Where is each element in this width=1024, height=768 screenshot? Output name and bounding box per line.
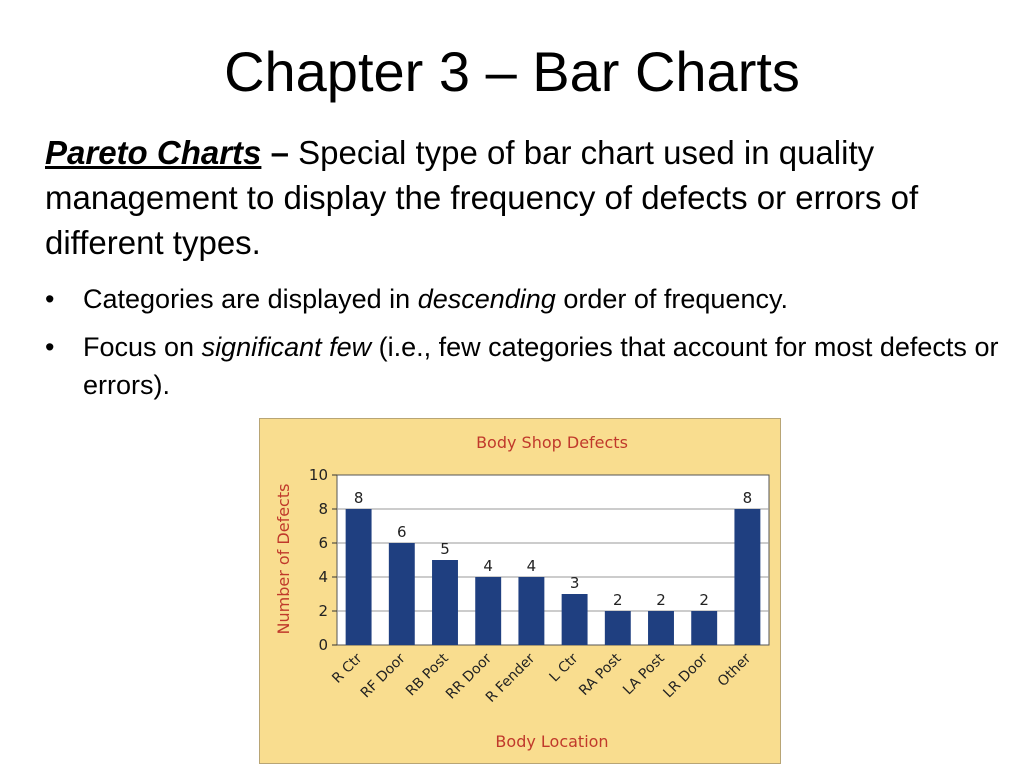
bullet-marker: • xyxy=(45,332,55,362)
intro-dash: – xyxy=(261,134,299,171)
y-tick-label: 0 xyxy=(318,636,328,654)
bar xyxy=(562,594,588,645)
bullet-text-end: (i.e., few categories that account for most defects or errors). xyxy=(83,332,999,400)
bar xyxy=(734,509,760,645)
x-tick-label: RA Post xyxy=(576,650,625,699)
x-tick-label: Other xyxy=(714,650,755,690)
x-tick-label: RF Door xyxy=(357,650,409,702)
bar xyxy=(691,611,717,645)
bullet-item xyxy=(45,328,1005,404)
pareto-chart-panel xyxy=(259,418,781,764)
x-tick-label: RR Door xyxy=(443,650,496,703)
y-axis-label: Number of Defects xyxy=(274,483,293,635)
x-tick-label: RB Post xyxy=(402,650,452,700)
intro-paragraph xyxy=(45,130,995,265)
bar-value-label: 3 xyxy=(569,574,580,592)
pareto-term: Pareto Charts xyxy=(45,134,262,171)
bullet-emphasis: descending xyxy=(417,284,556,314)
bar-value-label: 8 xyxy=(353,489,364,507)
intro-definition: Special type of bar chart used in quality management to display the frequency of defects or errors of different types. xyxy=(45,134,919,261)
y-axis-ticks xyxy=(309,466,337,654)
bullet-text-end: order of frequency. xyxy=(555,284,788,314)
bar-value-label: 2 xyxy=(656,591,666,609)
slide-title: Chapter 3 – Bar Charts xyxy=(224,40,800,103)
bar xyxy=(389,543,415,645)
pareto-chart xyxy=(260,419,782,765)
x-tick-label: LA Post xyxy=(620,650,668,699)
bullet-text-start: Focus on xyxy=(83,332,202,362)
x-axis-ticks xyxy=(329,650,754,706)
bar xyxy=(432,560,458,645)
y-tick-label: 4 xyxy=(318,568,328,586)
bar xyxy=(648,611,674,645)
y-tick-label: 2 xyxy=(318,602,328,620)
bullet-text-start: Categories are displayed in xyxy=(83,284,418,314)
bar-value-label: 6 xyxy=(397,523,407,541)
bar-value-label: 4 xyxy=(483,557,493,575)
bar-value-label: 8 xyxy=(742,489,753,507)
chart-title: Body Shop Defects xyxy=(476,433,628,452)
bar xyxy=(605,611,631,645)
bar-value-label: 4 xyxy=(526,557,537,575)
bullet-item xyxy=(45,280,1005,318)
x-axis-label: Body Location xyxy=(495,732,609,751)
bullet-list xyxy=(45,280,1005,414)
x-tick-label: R Fender xyxy=(482,650,539,706)
bar-value-label: 5 xyxy=(440,540,450,558)
y-tick-label: 10 xyxy=(308,466,328,484)
bar xyxy=(346,509,372,645)
bullet-emphasis: significant few xyxy=(201,332,372,362)
bar-value-label: 2 xyxy=(699,591,709,609)
bar-value-label: 2 xyxy=(613,591,623,609)
bullet-marker: • xyxy=(45,284,55,314)
x-tick-label: R Ctr xyxy=(329,650,366,687)
x-tick-label: LR Door xyxy=(660,650,712,702)
bar xyxy=(518,577,544,645)
y-tick-label: 6 xyxy=(318,534,328,552)
y-tick-label: 8 xyxy=(318,500,328,518)
x-tick-label: L Ctr xyxy=(546,650,582,686)
bar xyxy=(475,577,501,645)
